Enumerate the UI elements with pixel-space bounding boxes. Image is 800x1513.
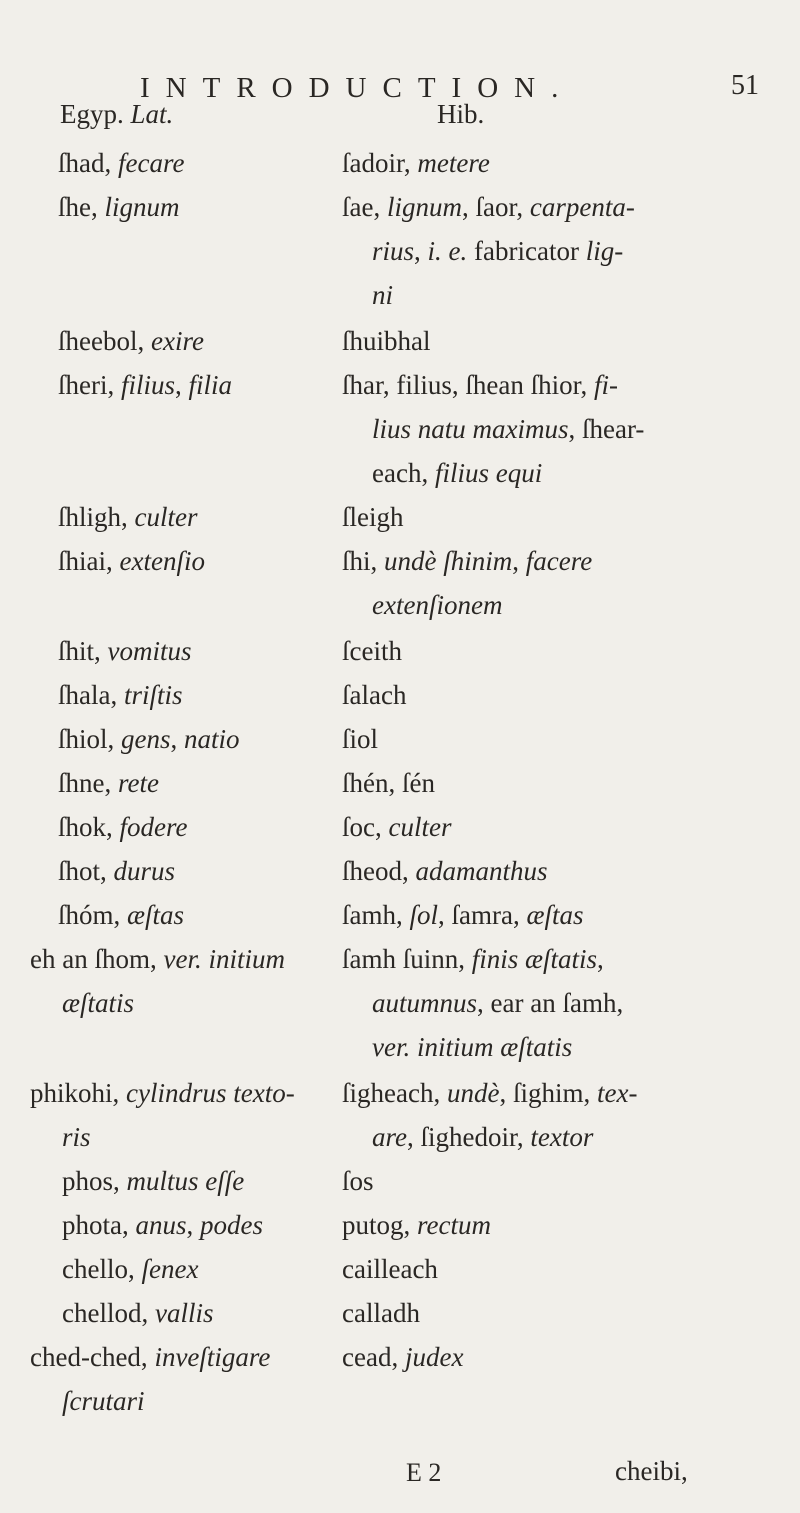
page-number: 51 [731,70,759,101]
latin-word: natio [184,724,240,754]
glossary-line [30,1344,270,1371]
term-word: , [175,370,189,400]
latin-word: ſcrutari [62,1386,145,1416]
glossary-line [58,770,159,797]
latin-word: tex- [596,1078,638,1108]
term-word: ſhne, [58,768,118,798]
latin-word: finis æſtatis [471,944,598,974]
glossary-line [58,858,175,885]
glossary-line [372,1034,572,1061]
glossary-line [342,1212,491,1239]
term-word: , [597,944,604,974]
term-word: chellod, [62,1298,155,1328]
glossary-line [62,1124,91,1151]
latin-word: culter [134,502,198,532]
term-word: ſhiol, [58,724,122,754]
glossary-line [62,990,134,1017]
glossary-line [342,372,618,399]
term-word: ſheri, [58,370,121,400]
term-word: , ſighim, [499,1078,597,1108]
term-word: ched-ched, [30,1342,155,1372]
latin-word: fecare [118,148,185,178]
glossary-line [342,814,451,841]
latin-word: vomitus [107,636,192,666]
glossary-line [342,902,584,929]
latin-word: extenſionem [372,590,503,620]
term-word: ſhala, [58,680,124,710]
glossary-line [342,946,604,973]
latin-word: i. e. [427,236,468,266]
term-word: ſhok, [58,812,120,842]
glossary-line [58,372,232,399]
glossary-line [58,638,192,665]
glossary-line [342,1256,438,1283]
latin-word: æſtas [526,900,584,930]
latin-word: adamanthus [415,856,548,886]
term-word: ſhar, filius, ſhean ſhior, [342,370,595,400]
glossary-line [62,1168,244,1195]
term-word: ſiol [342,724,379,754]
latin-word: ſenex [141,1254,199,1284]
term-word: , ear an ſamh, [477,988,624,1018]
glossary-line [342,726,378,753]
glossary-line [58,726,240,753]
glossary-line [30,1080,295,1107]
term-word: Hib. [437,99,485,129]
latin-word: lignum [386,192,462,222]
glossary-line [372,1124,593,1151]
latin-word: autumnus [372,988,478,1018]
term-word: cead, [342,1342,405,1372]
term-word: phota, [62,1210,136,1240]
term-word: ſos [342,1166,374,1196]
term-word: , ſaor, [462,192,530,222]
term-word: each, [372,458,435,488]
term-word: ſleigh [342,502,404,532]
latin-word: gens [121,724,171,754]
latin-word: facere [525,546,593,576]
term-word: ſigheach, [342,1078,447,1108]
term-word: ſhuibhal [342,326,431,356]
latin-word: cylindrus texto- [126,1078,295,1108]
glossary-line [58,504,198,531]
glossary-line [58,814,188,841]
glossary-line [342,682,406,709]
term-word: ſceith [342,636,402,666]
term-word [124,99,131,129]
term-word: cailleach [342,1254,438,1284]
latin-word: filia [188,370,233,400]
term-word: ſhóm, [58,900,128,930]
latin-word: carpenta- [529,192,635,222]
latin-word: ris [62,1122,91,1152]
term-word: , [512,546,526,576]
latin-word: judex [404,1342,464,1372]
term-word: ſhe, [58,192,105,222]
term-word: ſhi, [342,546,385,576]
glossary-line [58,194,180,221]
glossary-line [58,328,204,355]
latin-word: triſtis [123,680,183,710]
latin-word: rectum [417,1210,491,1240]
glossary-line [342,858,548,885]
glossary-line [58,548,205,575]
term-word: ſhot, [58,856,114,886]
latin-word: podes [200,1210,264,1240]
glossary-line [342,504,404,531]
signature-mark: E 2 [406,1458,442,1487]
latin-word: Lat. [130,99,174,129]
latin-word: lius natu maximus [372,414,569,444]
glossary-line [62,1300,213,1327]
term-word: ſamh, [342,900,410,930]
term-word: fabricator [467,236,586,266]
term-word: phos, [62,1166,127,1196]
term-word: , [170,724,185,754]
latin-word: exire [150,326,204,356]
term-word: , ſamra, [438,900,527,930]
term-word: phikohi, [30,1078,127,1108]
latin-word: fi- [594,370,619,400]
latin-word: filius [120,370,175,400]
glossary-line [342,638,402,665]
term-word: ſhén, ſén [342,768,435,798]
latin-word: multus eſſe [126,1166,245,1196]
term-word: , [414,236,428,266]
glossary-line [62,1212,263,1239]
glossary-line [372,460,542,487]
glossary-line [372,990,623,1017]
glossary-line [342,1300,420,1327]
glossary-line [342,150,490,177]
term-word: ſhligh, [58,502,135,532]
latin-word: metere [417,148,490,178]
glossary-line [58,682,183,709]
glossary-line [342,548,592,575]
glossary-line [58,150,184,177]
latin-word: lig- [585,236,624,266]
term-word: , ſhear- [568,414,645,444]
term-word: Egyp. [60,99,124,129]
running-head-title: INTRODUCTION. [140,72,575,104]
glossary-line [372,592,502,619]
glossary-line [372,282,393,309]
glossary-line [60,101,173,128]
glossary-line [342,1080,637,1107]
latin-word: durus [113,856,176,886]
term-word: ſae, [342,192,387,222]
latin-word: vallis [154,1298,214,1328]
term-word: ſoc, [342,812,389,842]
glossary-line [342,194,635,221]
latin-word: ver. initium [163,944,285,974]
term-word: ſheebol, [58,326,151,356]
latin-word: culter [388,812,452,842]
latin-word: anus [135,1210,187,1240]
latin-word: æſtas [127,900,185,930]
latin-word: ver. initium æſtatis [372,1032,573,1062]
latin-word: undè [446,1078,500,1108]
term-word: , [186,1210,201,1240]
glossary-line [342,770,435,797]
glossary-line [30,946,285,973]
term-word: , ſighedoir, [407,1122,531,1152]
glossary-line [342,328,431,355]
glossary-line [58,902,184,929]
term-word: ſheod, [342,856,416,886]
latin-word: undè ſhinim [384,546,513,576]
latin-word: extenſio [119,546,205,576]
glossary-line [342,1344,463,1371]
latin-word: æſtatis [62,988,135,1018]
latin-word: filius equi [434,458,543,488]
latin-word: are [372,1122,407,1152]
term-word: calladh [342,1298,420,1328]
glossary-line [62,1256,198,1283]
latin-word: rius [372,236,415,266]
term-word: ſhit, [58,636,108,666]
latin-word: rete [118,768,159,798]
term-word: chello, [62,1254,142,1284]
term-word: eh an ſhom, [30,944,164,974]
latin-word: lignum [104,192,180,222]
latin-word: inveſtigare [154,1342,271,1372]
term-word: ſhiai, [58,546,120,576]
glossary-line [342,1168,374,1195]
latin-word: textor [530,1122,594,1152]
glossary-line [372,416,644,443]
latin-word: fodere [119,812,188,842]
glossary-line [62,1388,145,1415]
catchword: cheibi, [615,1456,688,1486]
latin-word: ni [372,280,394,310]
term-word: ſhad, [58,148,118,178]
term-word: ſalach [342,680,407,710]
term-word: ſadoir, [342,148,418,178]
term-word: ſamh ſuinn, [342,944,472,974]
glossary-line [372,238,623,265]
latin-word: ſol [409,900,439,930]
term-word: putog, [342,1210,418,1240]
glossary-line [437,101,484,128]
